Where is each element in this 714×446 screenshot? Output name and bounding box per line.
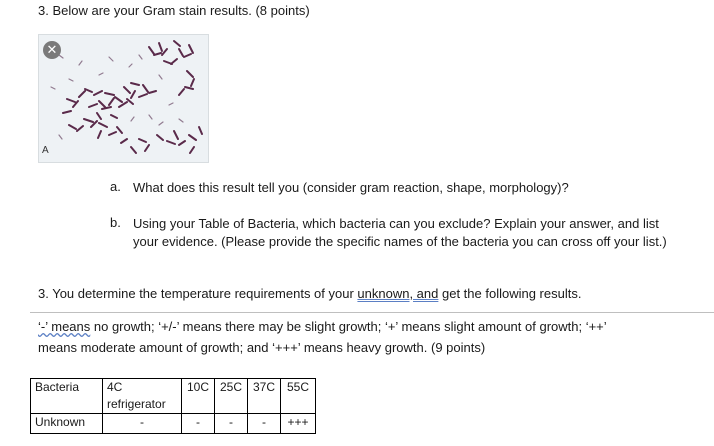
heading-pre: 3. You determine the temperature requirements of your bbox=[38, 286, 358, 301]
header-4c-line2: refrigerator bbox=[107, 397, 166, 411]
header-37c: 37C bbox=[248, 379, 281, 414]
gram-stain-image bbox=[38, 34, 209, 163]
header-10c: 10C bbox=[182, 379, 215, 414]
heading-post: get the following results. bbox=[438, 286, 582, 301]
header-4c-line1: 4C bbox=[107, 380, 123, 394]
header-25c: 25C bbox=[215, 379, 248, 414]
item-marker: b. bbox=[110, 215, 121, 230]
item-text: What does this result tell you (consider gram reaction, shape, morphology)? bbox=[133, 180, 569, 195]
cell-10c: - bbox=[182, 414, 215, 434]
header-bacteria: Bacteria bbox=[31, 379, 103, 414]
image-label: A bbox=[42, 145, 49, 156]
temperature-question-heading bbox=[38, 286, 581, 301]
temperature-results-table bbox=[30, 378, 316, 434]
growth-legend-line-2: means moderate amount of growth; and ‘+++’ means heavy growth. (9 points) bbox=[38, 340, 486, 355]
question-3-heading: 3. Below are your Gram stain results. (8 points) bbox=[38, 3, 310, 18]
heading-underlined: unknown, and bbox=[357, 286, 439, 301]
legend-mark: ‘-’ means bbox=[38, 319, 91, 334]
cell-37c: - bbox=[248, 414, 281, 434]
close-icon[interactable]: ✕ bbox=[43, 41, 61, 59]
item-text: Using your Table of Bacteria, which bacteria can you exclude? Explain your answer, and list your evidence. (Please provide the specific names of the bacteria you can cross off your list.) bbox=[133, 216, 667, 249]
cell-bacteria: Unknown bbox=[31, 414, 103, 434]
legend-rest: no growth; ‘+/-’ means there may be slight growth; ‘+’ means slight amount of growth; ‘++’ bbox=[90, 319, 607, 334]
gram-stain-micrograph bbox=[39, 35, 208, 162]
cell-55c: +++ bbox=[281, 414, 316, 434]
table-header-row bbox=[31, 379, 316, 414]
item-marker: a. bbox=[110, 179, 121, 194]
cell-4c: - bbox=[103, 414, 182, 434]
header-55c: 55C bbox=[281, 379, 316, 414]
divider bbox=[30, 312, 714, 313]
cell-25c: - bbox=[215, 414, 248, 434]
growth-legend-line-1 bbox=[38, 319, 607, 334]
header-4c bbox=[103, 379, 182, 414]
table-row bbox=[31, 414, 316, 434]
